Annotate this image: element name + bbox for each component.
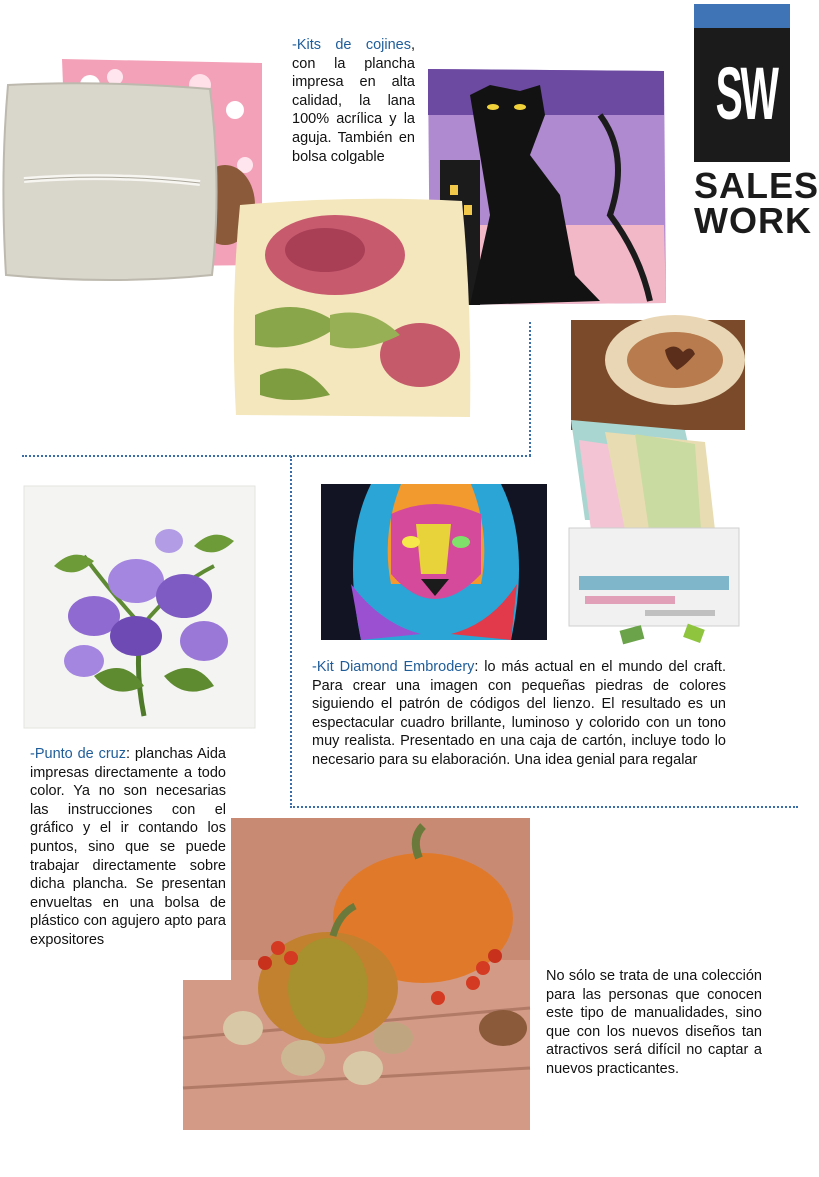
separator-horizontal-top [22,455,531,457]
closing-text: No sólo se trata de una colección para las personas que conocen este tipo de manualidades, sino que con los nuevos diseños tan atractivos será difícil no captar a nuevos practicantes. [546,968,762,1077]
cushions-body: , con la plancha impresa en alta calidad, la lana 100% acrílica y la aguja. También en bolsa colgable [292,37,415,165]
plain-cushion-back [3,83,216,280]
pine-cone [479,1010,527,1046]
logo-wordmark [694,165,819,241]
cross-stitch-flowers [24,486,255,728]
diamond-title: -Kit Diamond Embrodery [312,659,475,675]
cross-stitch-title: -Punto de cruz [30,746,126,762]
diamond-kit-photo [565,320,745,650]
logo-word-1: SALES [694,165,819,206]
separator-horizontal-bottom [290,806,798,808]
logo [694,28,790,162]
kit-boxes [571,420,715,530]
diamond-body: : lo más actual en el mundo del craft. Para crear una imagen con pequeñas piedras de colores siguiendo el patrón de códigos del lienzo. El resultado es un espectacular cuadro brillante, luminoso y colorido con un tono muy realista. Presentado en una caja de cartón, incluye todo lo necesario para su elaboración. Una idea genial para regalar [312,659,726,768]
lion-diamond-painting [321,484,547,640]
cross-stitch-body: : planchas Aida impresas directamente a todo color. Ya no son necesarias las instrucciones con el gráfico y el ir contando los puntos, sino que se puede trabajar directamente sobre dicha plancha. Se presentan envueltas en una bolsa de plástico con agujero apto para expositores [30,746,226,948]
separator-vertical-mid [290,456,292,808]
diamond-description [312,658,726,770]
separator-vertical-top [529,322,531,456]
logo-word-2: WORK [694,200,812,241]
pumpkin-cross-stitch [183,818,530,1130]
cushions-title: -Kits de cojines [292,37,411,53]
rose-cushion [234,199,471,417]
cushions-description [292,36,415,166]
logo-monogram: SW [715,52,777,135]
logo-accent-bar [694,4,790,28]
